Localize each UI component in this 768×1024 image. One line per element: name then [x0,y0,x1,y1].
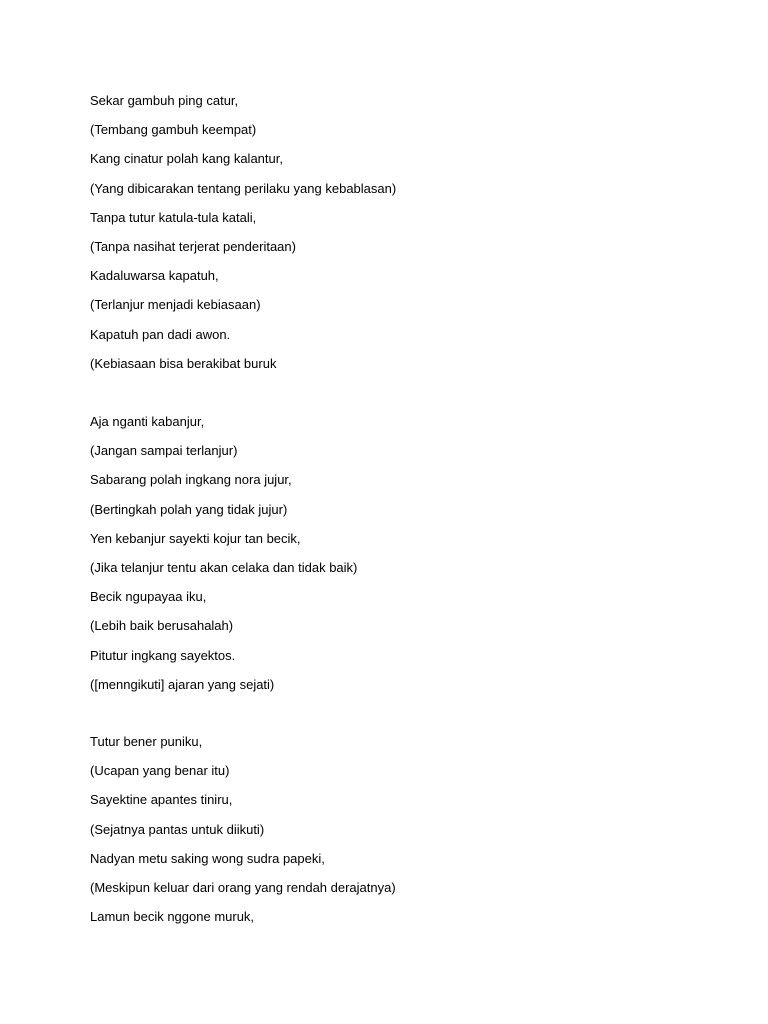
translation-line: (Meskipun keluar dari orang yang rendah derajatnya) [90,879,396,895]
stanza-1 [90,91,396,383]
translation-line: (Jangan sampai terlanjur) [90,443,238,459]
verse-line: Sabarang polah ingkang nora jujur, [90,472,292,488]
verse-line: Sekar gambuh ping catur, [90,93,239,108]
translation-line: (Tembang gambuh keempat) [90,122,257,138]
translation-line: (Tanpa nasihat terjerat penderitaan) [90,238,296,254]
verse-line: Kang cinatur polah kang kalantur, [90,151,283,167]
verse-line: Nadyan metu saking wong sudra papeki, [90,850,325,866]
verse-line: Sayektine apantes tiniru, [90,792,233,808]
verse-line: Pitutur ingkang sayektos. [90,647,236,663]
verse-line: Lamun becik nggone muruk, [90,909,255,925]
translation-line: (Bertingkah polah yang tidak jujur) [90,501,288,517]
verse-line: Yen kebanjur sayekti kojur tan becik, [90,530,301,546]
translation-line: (Sejatnya pantas untuk diikuti) [90,821,265,837]
translation-line: (Ucapan yang benar itu) [90,763,230,779]
verse-line: Kapatuh pan dadi awon. [90,326,231,342]
translation-line: (Yang dibicarakan tentang perilaku yang kebablasan) [90,180,397,196]
verse-line: Tutur bener puniku, [90,734,203,749]
translation-line: (Jika telanjur tentu akan celaka dan tidak baik) [90,559,358,575]
translation-line: ([menngikuti] ajaran yang sejati) [90,676,275,692]
translation-line: (Terlanjur menjadi kebiasaan) [90,297,261,313]
verse-line: Becik ngupayaa iku, [90,589,207,605]
translation-line: (Kebiasaan bisa berakibat buruk [90,355,277,371]
stanza-2 [90,412,357,704]
verse-line: Aja nganti kabanjur, [90,414,205,429]
translation-line: (Lebih baik berusahalah) [90,618,234,634]
stanza-3 [90,732,396,936]
verse-line: Tanpa tutur katula-tula katali, [90,209,257,225]
verse-line: Kadaluwarsa kapatuh, [90,268,219,284]
